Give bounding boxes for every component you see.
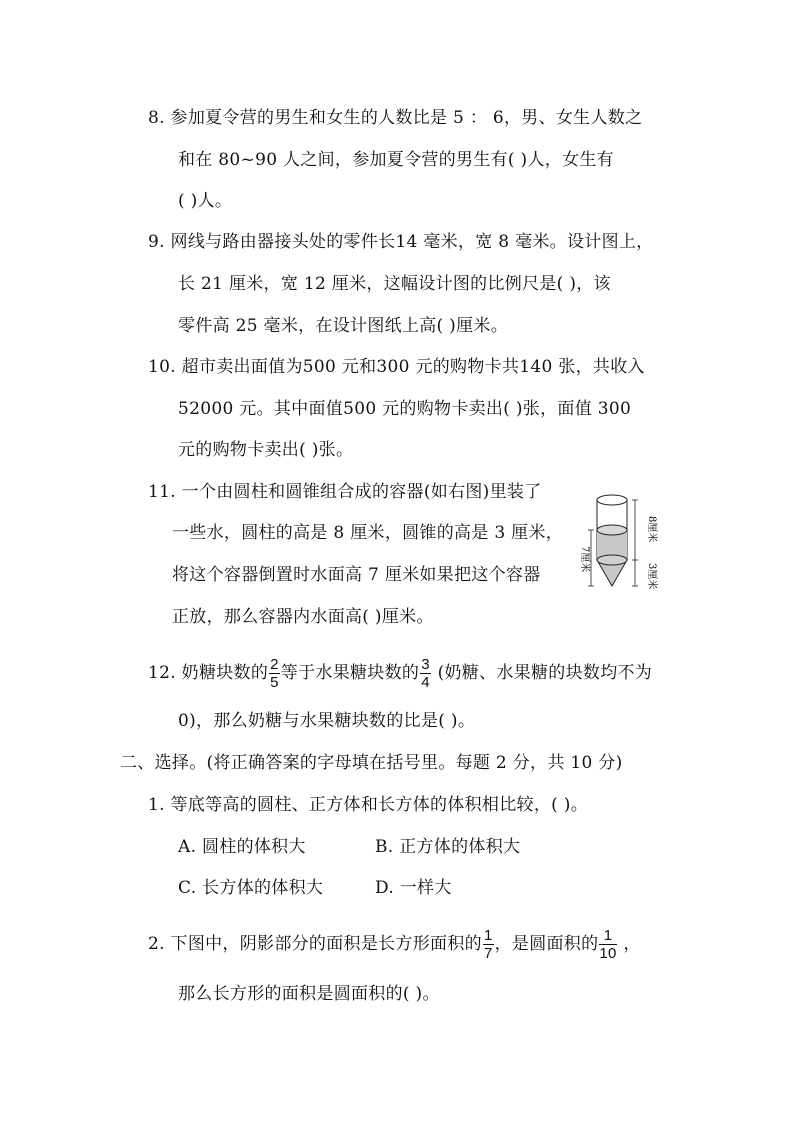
q12-text-c: (奶糖、水果糖的块数均不为 [431,663,653,683]
q12-text-a: 12. 奶糖块数的 [148,663,269,683]
q11-line-1: 11. 一个由圆柱和圆锥组合成的容器(如右图)里装了 [148,482,542,502]
q12-line-2: 0)，那么奶糖与水果糖块数的比是( )。 [178,711,476,731]
q8-line-3: ( )人。 [178,191,233,211]
c1-stem: 1. 等底等高的圆柱、正方体和长方体的体积相比较，( )。 [148,795,588,815]
c2-line-2: 那么长方形的面积是圆面积的( )。 [178,984,440,1004]
q11-line-2: 一些水，圆柱的高是 8 厘米，圆锥的高是 3 厘米， [172,523,564,543]
q11-line-4: 正放，那么容器内水面高( )厘米。 [172,607,434,627]
figure-label-8cm: 8厘米 [646,516,657,543]
c1-option-b: B. 正方体的体积大 [375,837,521,857]
q12-line-1 [148,656,652,691]
container-figure [578,490,678,602]
q8-line-2: 和在 80~90 人之间，参加夏令营的男生有( )人，女生有 [178,150,614,170]
figure-label-3cm: 3厘米 [646,563,657,590]
q12-fraction-2-5: $\frac{2}{5}$ [270,656,279,691]
figure-label-7cm: 7厘米 [579,546,590,573]
q9-line-3: 零件高 25 毫米，在设计图纸上高( )厘米。 [178,316,509,336]
q10-line-2: 52000 元。其中面值500 元的购物卡卖出( )张，面值 300 [178,399,632,419]
q11-line-3: 将这个容器倒置时水面高 7 厘米如果把这个容器 [172,565,541,585]
q10-line-1: 10. 超市卖出面值为500 元和300 元的购物卡共140 张，共收入 [148,357,645,377]
c2-text-c: ， [617,934,641,954]
q12-fraction-3-4: $\frac{3}{4}$ [421,656,430,691]
c2-fraction-1-7: $\frac{1}{7}$ [483,927,493,962]
c2-text-a: 2. 下图中，阴影部分的面积是长方形面积的 [148,934,482,954]
q10-line-3: 元的购物卡卖出( )张。 [178,440,354,460]
section-2-heading: 二、选择。(将正确答案的字母填在括号里。每题 2 分，共 10 分) [120,753,623,773]
q9-line-1: 9. 网线与路由器接头处的零件长14 毫米，宽 8 毫米。设计图上， [148,232,654,252]
c1-option-d: D. 一样大 [375,878,452,898]
c2-fraction-1-10: $\frac{1}{10}$ [599,927,617,962]
c1-option-c: C. 长方体的体积大 [178,878,324,898]
c2-text-b: ，是圆面积的 [494,934,599,954]
q12-text-b: 等于水果糖块数的 [280,663,420,683]
c2-line-1 [148,927,641,962]
q9-line-2: 长 21 厘米，宽 12 厘米，这幅设计图的比例尺是( )，该 [178,274,611,294]
c1-option-a: A. 圆柱的体积大 [178,837,306,857]
q8-line-1: 8. 参加夏令营的男生和女生的人数比是 5 ： 6，男、女生人数之 [148,108,643,128]
